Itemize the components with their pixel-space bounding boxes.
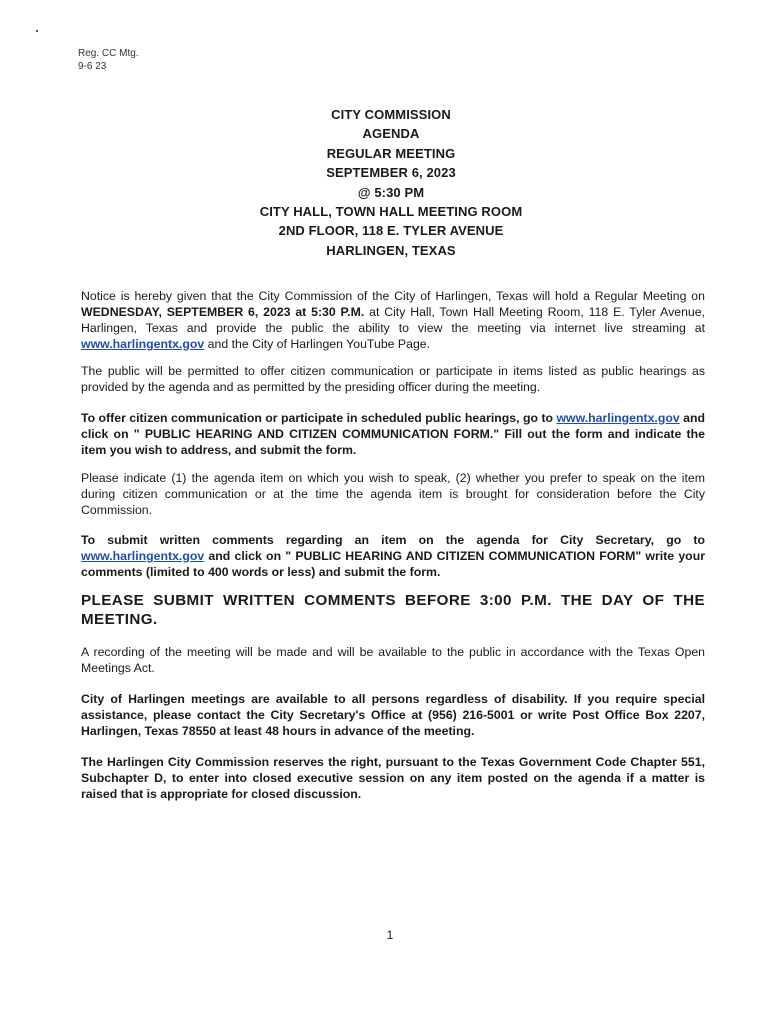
stamp-line-1: Reg. CC Mtg. [78,48,139,59]
header-title: CITY COMMISSION [331,107,451,122]
deadline-notice: PLEASE SUBMIT WRITTEN COMMENTS BEFORE 3:00 P.M. THE DAY OF THE MEETING. [81,592,705,628]
header-city: HARLINGEN, TEXAS [326,242,456,258]
offer-text-1: To offer citizen communication or participate in scheduled public hearings, go to [81,411,557,425]
notice-paragraph [81,288,705,352]
header-location: CITY HALL, TOWN HALL MEETING ROOM [259,204,523,220]
executive-session-paragraph: The Harlingen City Commission reserves the right, pursuant to the Texas Government Code Chapter 551, Subchapter D, to enter into closed executive session on any item posted on the agenda if a matter is raised that is appropriate for closed discussion. [81,755,705,801]
header-address: 2ND FLOOR, 118 E. TYLER AVENUE [278,223,504,239]
agenda-header [200,105,582,260]
recording-paragraph: A recording of the meeting will be made and will be available to the public in accordance with the Texas Open Meetings Act. [81,645,705,675]
written-text-1: To submit written comments regarding an item on the agenda for City Secretary, go to [81,533,705,547]
scan-speck [36,30,38,32]
written-website-link[interactable]: www.harlingentx.gov [81,549,205,563]
offer-communication-paragraph [81,410,705,458]
website-link[interactable]: www.harlingentx.gov [81,337,205,351]
header-subtitle: AGENDA [362,126,420,142]
header-time: @ 5:30 PM [357,184,425,200]
written-text-2: and click on " PUBLIC HEARING AND CITIZEN COMMUNICATION FORM" write your comments (limited to 400 words or less) and submit the form. [81,549,705,579]
written-comments-paragraph [81,532,705,580]
notice-text-1: Notice is hereby given that the City Commission of the City of Harlingen, Texas will hold a Regular Meeting on [81,289,705,303]
agenda-body [81,288,705,802]
disability-paragraph: City of Harlingen meetings are available to all persons regardless of disability. If you require special assistance, please contact the City Secretary's Office at (956) 216-5001 or write Post Office Box 2207, Harlingen, Texas 78550 at least 48 hours in advance of the meeting. [81,692,705,738]
header-meeting-type: REGULAR MEETING [326,145,456,161]
meeting-stamp [78,47,139,73]
notice-date-bold: WEDNESDAY, SEPTEMBER 6, 2023 at 5:30 P.M. [81,305,365,319]
notice-text-2: at City Hall, Town Hall Meeting Room, 118 E. Tyler Avenue, Harlingen, Texas and provide the public the ability to view the meeting via internet live streaming at [81,305,706,335]
page-number: 1 [386,928,394,942]
offer-website-link[interactable]: www.harlingentx.gov [556,411,680,425]
notice-text-3: and the City of Harlingen YouTube Page. [204,337,431,351]
stamp-line-2: 9-6 23 [78,61,107,72]
public-permitted-paragraph: The public will be permitted to offer citizen communication or participate in items listed as public hearings as provided by the agenda and as permitted by the presiding officer during the meeting. [81,364,705,394]
indicate-paragraph: Please indicate (1) the agenda item on which you wish to speak, (2) whether you prefer to speak on the item during citizen communication or at the time the agenda item is brought for consideration before the City Commission. [81,471,705,517]
header-date: SEPTEMBER 6, 2023 [326,165,456,181]
offer-text-2: and click on " PUBLIC HEARING AND CITIZEN COMMUNICATION FORM." Fill out the form and indicate the item you wish to address, and submit the form. [81,411,705,457]
